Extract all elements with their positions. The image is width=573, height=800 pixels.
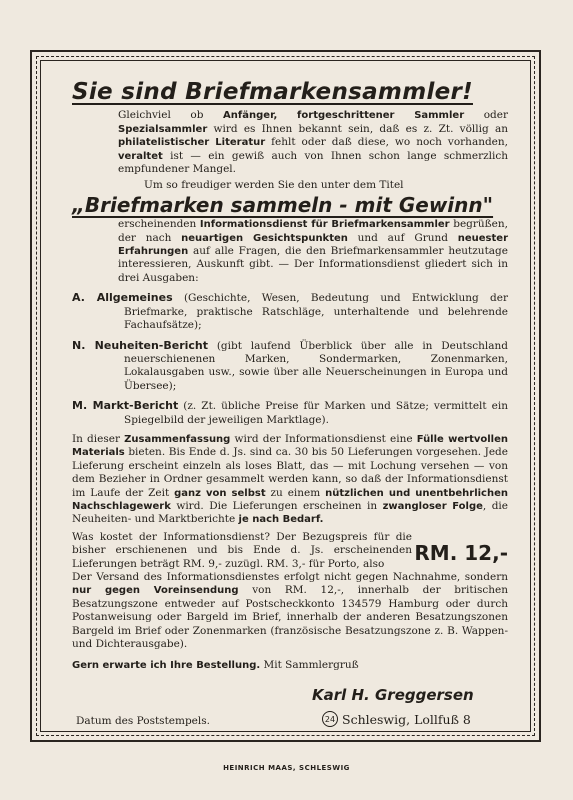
edition-title: N. Neuheiten-Bericht	[72, 338, 209, 352]
shipping-bold: nur gegen Voreinsendung	[72, 585, 239, 597]
intro-text: oder	[464, 109, 508, 122]
closing-bold: Gern erwarte ich Ihre Bestellung.	[72, 660, 261, 672]
intro-bold: philatelistischer Literatur	[118, 137, 266, 149]
edition-markt	[72, 399, 508, 427]
edition-title: M. Markt-Bericht	[72, 399, 179, 413]
summary-paragraph	[72, 433, 508, 527]
shipping-paragraph	[72, 571, 508, 651]
summary-bold: Zusammenfassung	[124, 433, 231, 445]
intro-bold: Spezialsammler	[118, 123, 208, 135]
body-bold: neuester Erfahrungen	[118, 232, 508, 258]
summary-bold: Fülle wertvollen Materials	[72, 433, 508, 459]
summary-bold: nützlichen und unentbehrlichen Nachschlagewerk	[72, 487, 508, 512]
intro-bold: veraltet	[118, 150, 163, 162]
price-value: RM. 12,-	[414, 540, 508, 565]
edition-text: (gibt laufend Überblick über alle in Deutschland neuerschienenen Marken, Sondermarken, Zonenmarken, Lokalausgaben usw., sowie über alle Neuerscheinungen in Europa und Übersee);	[124, 339, 508, 392]
edition-text: (z. Zt. übliche Preise für Marken und Sätze; vermittelt ein Spiegelbild der jeweiligen Marktlage).	[124, 400, 508, 426]
printer-imprint: HEINRICH MAAS, SCHLESWIG	[223, 764, 350, 772]
summary-text: wird der Informationsdienst eine	[230, 432, 417, 445]
summary-text: wird. Die Lieferungen erscheinen in	[170, 499, 383, 512]
intro-text: Gleichviel ob	[118, 109, 224, 122]
publication-title: „Briefmarken sammeln - mit Gewinn"	[72, 192, 494, 217]
edition-neuheiten	[72, 339, 508, 394]
summary-bold: ganz von selbst	[174, 487, 266, 499]
body-text: erscheinenden	[118, 218, 200, 231]
intro-title-lead: Um so freudiger werden Sie den unter dem Titel	[144, 179, 404, 192]
closing-text: Mit Sammlergruß	[260, 659, 359, 672]
summary-bold: zwangloser Folge	[382, 500, 483, 512]
shipping-text: Der Versand des Informationsdienstes erfolgt nicht gegen Nachnahme, sondern	[72, 571, 508, 583]
summary-text: zu einem	[265, 486, 326, 499]
summary-text: In dieser	[72, 432, 125, 445]
date-note: Datum des Poststempels.	[76, 715, 210, 727]
summary-text: bieten. Bis Ende d. Js. sind ca. 30 bis 50 Lieferungen vorgesehen. Jede Lieferung erscheint einzeln als loses Blatt, das — mit Lochung versehen — von dem Bezieher in Ordner gesammelt werden kann, so daß der Informationsdienst im Laufe der Zeit	[72, 446, 508, 499]
intro-text: wird es Ihnen bekannt sein, daß es z. Zt. völlig an	[207, 122, 508, 135]
body-text: und auf Grund	[347, 231, 458, 244]
address	[322, 711, 471, 727]
edition-title: A. Allgemeines	[72, 291, 173, 305]
intro-bold: Anfänger, fortgeschrittener Sammler	[223, 110, 465, 122]
signature-name: Karl H. Greggersen	[312, 686, 474, 704]
postal-zone-badge: 24	[322, 711, 338, 727]
shipping-text: von RM. 12,-, innerhalb der britischen Besatzungszone entweder auf Postscheckkonto 134579 Hamburg oder durch Postanweisung oder Bargeld im Brief, innerhalb der anderen Besatzungszonen Bargeld im Brief oder Zonenmarken (französische Besatzungszone z. B. Wappen- und Dichterausgabe).	[72, 584, 508, 651]
edition-text: (Geschichte, Wesen, Bedeutung und Entwicklung der Briefmarke, praktische Ratschläge, unterhaltende und belehrende Fachaufsätze);	[124, 292, 508, 332]
body-text: begrüßen, der nach	[118, 218, 508, 244]
intro-paragraph	[72, 109, 508, 176]
price-text: Was kostet der Informationsdienst? Der Bezugspreis für die bisher erschienenen und bis Ende d. Js. erscheinenden Lieferungen beträgt RM. 9,- zuzügl. RM. 3,- für Porto, also	[72, 530, 412, 570]
body-bold: neuartigen Gesichtspunkten	[181, 232, 348, 244]
summary-bold: je nach Bedarf.	[238, 514, 324, 526]
summary-text: , die Neuheiten- und Marktberichte	[72, 499, 508, 526]
edition-allgemeines	[72, 291, 508, 332]
intro-text: ist — ein gewiß auch von Ihnen schon lange schmerzlich empfundener Mangel.	[118, 149, 508, 176]
body-text: auf alle Fragen, die den Briefmarkensammler heutzutage interessieren, Auskunft gibt. — Der Informationsdienst gliedert sich in drei Ausgaben:	[118, 245, 508, 284]
address-text: Schleswig, Lollfuß 8	[342, 711, 471, 727]
closing-line	[72, 659, 508, 672]
price-section	[72, 531, 508, 571]
intro-text: fehlt oder daß diese, wo noch vorhanden,	[265, 136, 508, 149]
body-bold: Informationsdienst für Briefmarkensammler	[199, 219, 450, 231]
service-description	[72, 218, 508, 285]
headline: Sie sind Briefmarkensammler!	[72, 79, 473, 105]
document-body	[72, 79, 508, 673]
